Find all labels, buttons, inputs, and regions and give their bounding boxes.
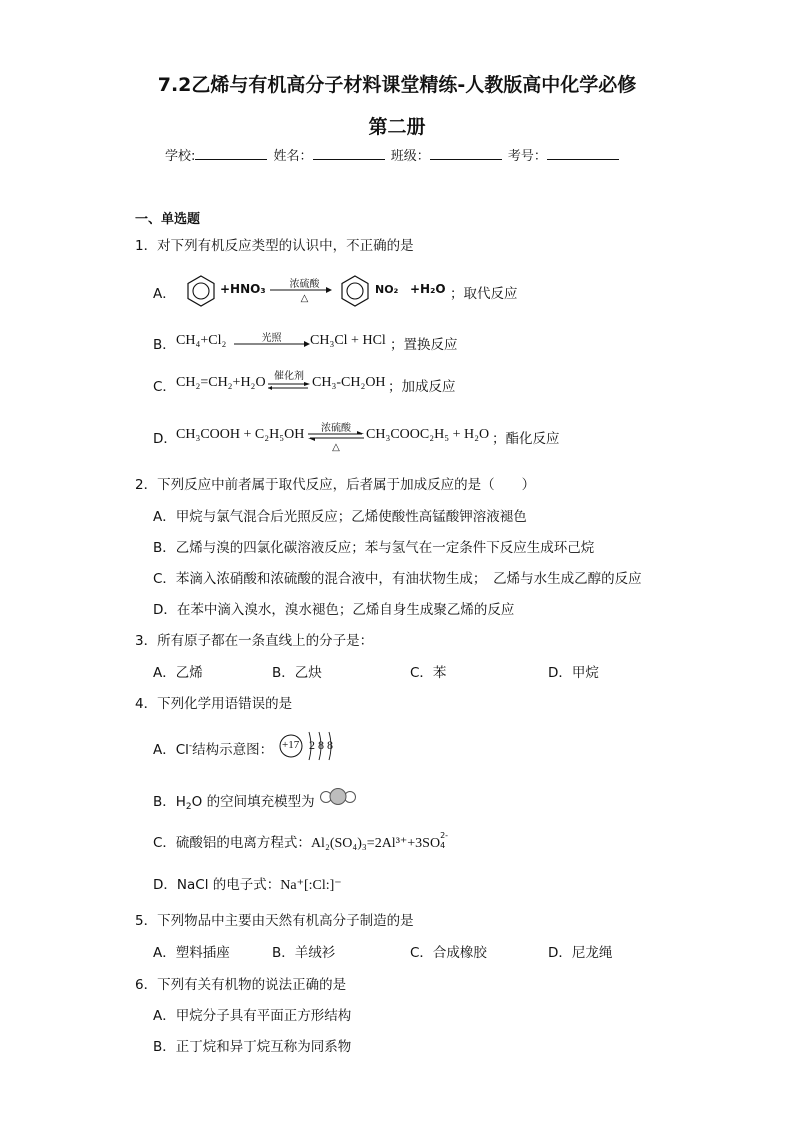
q3-option-b[interactable]: B．乙炔 [272, 665, 322, 681]
q5-option-c[interactable]: C．合成橡胶 [410, 945, 487, 961]
q1-c-left: CH₂=CH₂+H₂O [176, 375, 266, 390]
q4-d-formula: Na⁺[:Cl:]⁻ [280, 878, 342, 893]
student-info-row [165, 145, 621, 164]
q1-a-cond-bot: △ [300, 293, 309, 304]
q1-b-left: CH₄+Cl₂ [176, 333, 227, 348]
q4-d-label: D．NaCl 的电子式： [153, 877, 281, 893]
q1-option-d-label: D． [153, 431, 177, 447]
q4-stem: 4．下列化学用语错误的是 [135, 696, 293, 712]
q5-option-a[interactable]: A．塑料插座 [153, 945, 230, 961]
q4-a-nucleus: +17 [282, 739, 300, 751]
q2-option-b[interactable]: B．乙烯与溴的四氯化碳溶液反应；苯与氢气在一定条件下反应生成环己烷 [153, 540, 595, 556]
q1-a-product: NO₂ [375, 283, 399, 296]
water-space-filling-model-icon [317, 788, 359, 806]
q3-option-c[interactable]: C．苯 [410, 665, 447, 681]
exam-no-blank[interactable] [547, 147, 619, 160]
q5-option-d[interactable]: D．尼龙绳 [548, 945, 613, 961]
class-label: 班级： [390, 149, 430, 164]
q4-c-sup: 2- [440, 831, 449, 840]
q1-d-cond-bot: △ [332, 442, 340, 453]
q3-stem: 3．所有原子都在一条直线上的分子是： [135, 633, 374, 649]
q2-option-c[interactable]: C．苯滴入浓硝酸和浓硫酸的混合液中，有油状物生成； 乙烯与水生成乙醇的反应 [153, 571, 642, 587]
q1-a-type: ；取代反应 [450, 286, 518, 302]
q1-c-type: ；加成反应 [388, 379, 456, 395]
q6-stem: 6．下列有关有机物的说法正确的是 [135, 977, 347, 993]
q6-option-b[interactable]: B．正丁烷和异丁烷互称为同系物 [153, 1039, 352, 1055]
class-blank[interactable] [430, 147, 502, 160]
q4-c-sub: 4 [440, 841, 446, 850]
q1-b-type: ；置换反应 [390, 337, 458, 353]
section-heading: 一、单选题 [135, 212, 201, 227]
q4-a-shells: 2 8 8 [309, 738, 333, 752]
q1-option-a-label: A． [153, 286, 176, 302]
school-blank[interactable] [195, 147, 267, 160]
q1-a-water: +H₂O [410, 282, 446, 296]
reaction-arrow-icon [234, 340, 310, 348]
q1-a-cond-top: 浓硫酸 [289, 279, 320, 290]
q4-a-sup: - [188, 741, 193, 751]
equilibrium-arrow-icon [308, 431, 364, 441]
exam-no-label: 考号： [507, 149, 547, 164]
school-label: 学校: [165, 149, 196, 164]
q3-option-a[interactable]: A．乙烯 [153, 665, 203, 681]
q4-c-label: C．硫酸铝的电离方程式： [153, 835, 311, 851]
name-label: 姓名： [273, 149, 313, 164]
q4-a-tail: 结构示意图： [192, 742, 274, 758]
q4-a-label: A．Cl [153, 742, 189, 758]
q3-option-d[interactable]: D．甲烷 [548, 665, 599, 681]
q2-option-a[interactable]: A．甲烷与氯气混合后光照反应；乙烯使酸性高锰酸钾溶液褪色 [153, 509, 527, 525]
q1-d-left: CH₃COOH + C₂H₅OH [176, 427, 305, 442]
q1-d-right: CH₃COOC₂H₅ + H₂O [366, 427, 490, 442]
q1-option-b-label: B． [153, 337, 176, 353]
name-blank[interactable] [313, 147, 385, 160]
q4-c-formula: Al₂(SO₄)₃=2Al³⁺+3SO [310, 836, 441, 851]
q1-b-cond-top: 光照 [261, 333, 282, 344]
q1-d-cond-top: 浓硫酸 [321, 423, 351, 434]
q5-stem: 5．下列物品中主要由天然有机高分子制造的是 [135, 913, 414, 929]
q4-option-a[interactable] [153, 738, 273, 758]
q4-b-label: B．H [153, 794, 186, 810]
q1-d-type: ；酯化反应 [492, 431, 560, 447]
q4-b-tail: O 的空间填充模型为 [191, 794, 315, 810]
q4-option-b[interactable] [153, 790, 315, 810]
q1-b-right: CH₃Cl + HCl [310, 333, 386, 348]
benzene-ring-icon [184, 274, 218, 308]
q5-option-b[interactable]: B．羊绒衫 [272, 945, 336, 961]
q1-stem: 1．对下列有机反应类型的认识中，不正确的是 [135, 238, 414, 254]
q4-option-c[interactable] [153, 831, 448, 852]
q1-a-reagent: +HNO₃ [220, 282, 266, 296]
q4-option-d[interactable] [153, 873, 342, 894]
q2-option-d[interactable]: D．在苯中滴入溴水，溴水褪色；乙烯自身生成聚乙烯的反应 [153, 602, 515, 618]
doc-title-line2: 第二册 [368, 116, 426, 138]
q2-stem: 2．下列反应中前者属于取代反应，后者属于加成反应的是（ ） [135, 477, 536, 493]
nitrobenzene-ring-icon [338, 274, 372, 308]
reaction-arrow-icon [268, 382, 310, 390]
q1-c-right: CH₃-CH₂OH [312, 375, 386, 390]
doc-title-line1: 7.2乙烯与有机高分子材料课堂精练-人教版高中化学必修 [157, 74, 637, 96]
q6-option-a[interactable]: A．甲烷分子具有平面正方形结构 [153, 1008, 352, 1024]
q4-b-sub: 2 [185, 802, 192, 812]
q1-c-cond-top: 催化剂 [274, 371, 304, 382]
q1-option-c-label: C． [153, 379, 176, 395]
